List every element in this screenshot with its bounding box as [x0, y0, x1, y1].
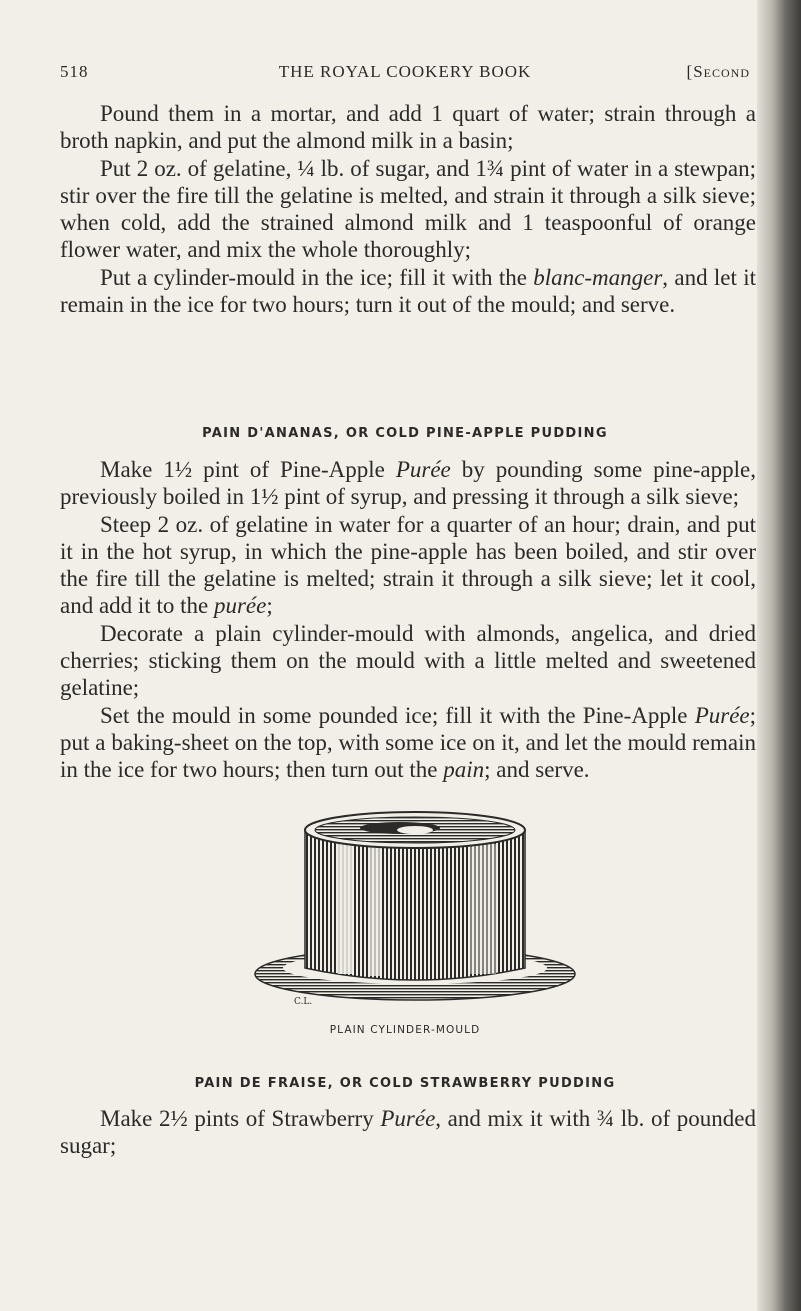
cylinder-mould-illustration	[230, 808, 600, 1008]
paragraph: Make 1½ pint of Pine-Apple Purée by pounding some pine-apple, previously boiled in 1½ pint of syrup, and pressing it through a silk sieve;	[60, 457, 756, 510]
figure-caption: PLAIN CYLINDER-MOULD	[329, 1024, 481, 1036]
paragraph: Put a cylinder-mould in the ice; fill it with the blanc-manger, and let it remain in the ice for two hours; turn it out of the mould; and serve.	[60, 264, 756, 318]
cylinder-mould-engraving	[230, 808, 600, 1008]
paragraph: Decorate a plain cylinder-mould with almonds, angelica, and dried cherries; sticking them on the mould with a little melted and sweetened gelatine;	[60, 620, 756, 701]
recipe-title-strawberry: PAIN DE FRAISE, OR COLD STRAWBERRY PUDDING	[194, 1076, 616, 1091]
page-number: 518	[60, 62, 89, 81]
paragraph: Make 2½ pints of Strawberry Purée, and mix it with ¾ lb. of pounded sugar;	[60, 1106, 756, 1159]
paragraph: Set the mould in some pounded ice; fill it with the Pine-Apple Purée; put a baking-sheet on the top, with some ice on it, and let the mould remain in the ice for two hours; then turn out the pain; and serve.	[60, 702, 756, 783]
strawberry-recipe-text	[60, 1105, 756, 1160]
running-header	[60, 62, 750, 90]
engraver-signature: C.L.	[294, 997, 313, 1007]
pineapple-recipe-text	[60, 456, 756, 784]
paragraph: Steep 2 oz. of gelatine in water for a quarter of an hour; drain, and put it in the hot syrup, in which the pine-apple has been boiled, and stir over the fire till the gelatine is melted; strain it through a silk sieve; let it cool, and add it to the purée;	[60, 511, 756, 619]
section-marker: [Second	[686, 62, 750, 81]
paragraph: Put 2 oz. of gelatine, ¼ lb. of sugar, and 1¾ pint of water in a stewpan; stir over the fire till the gelatine is melted, and strain it through a silk sieve; when cold, add the strained almond milk and 1 teaspoonful of orange flower water, and mix the whole thoroughly;	[60, 155, 756, 263]
running-title: THE ROYAL COOKERY BOOK	[278, 62, 532, 81]
paragraph: Pound them in a mortar, and add 1 quart of water; strain through a broth napkin, and put the almond milk in a basin;	[60, 101, 756, 154]
intro-text	[60, 100, 756, 318]
page-edge-shadow	[757, 0, 801, 1311]
recipe-title-pineapple: PAIN D'ANANAS, OR COLD PINE-APPLE PUDDING	[202, 426, 608, 441]
